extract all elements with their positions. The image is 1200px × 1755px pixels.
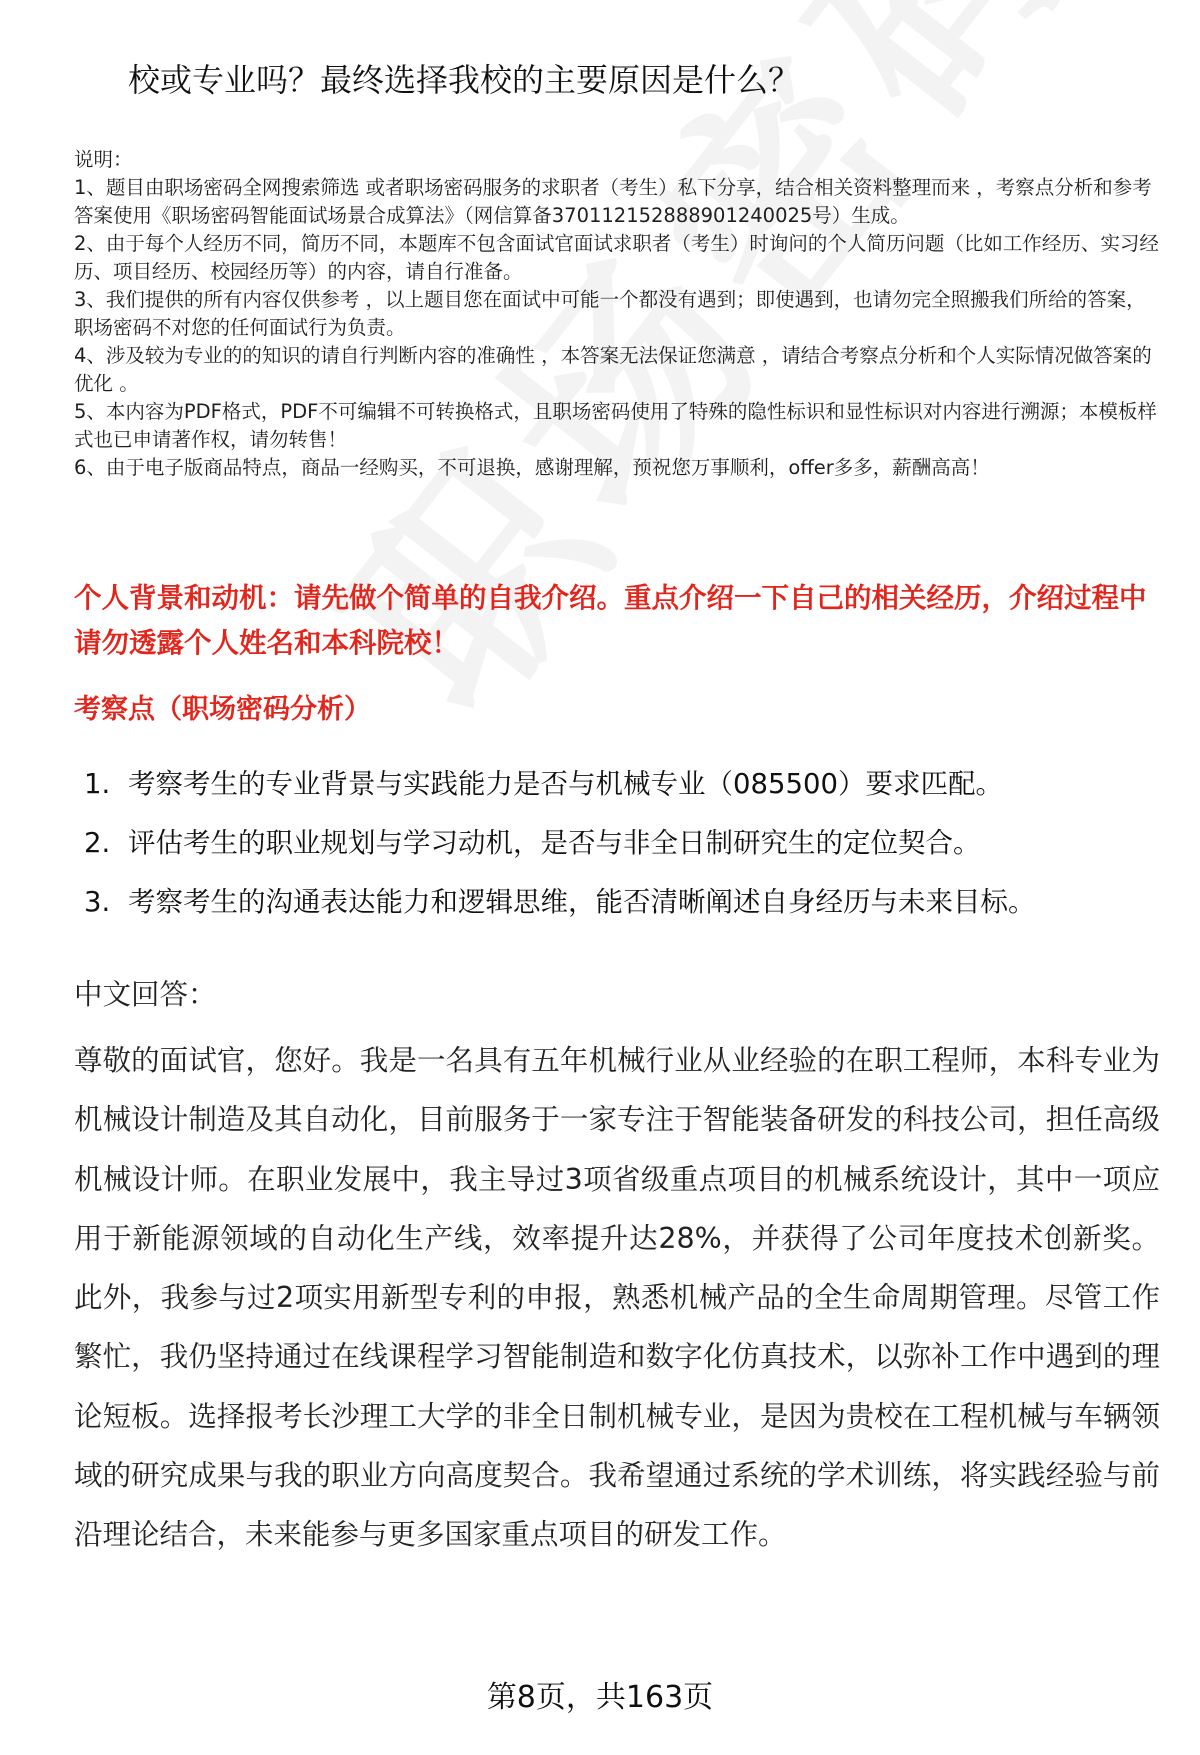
analysis-point [84,882,1174,922]
interview-question: 个人背景和动机：请先做个简单的自我介绍。重点介绍一下自己的相关经历，介绍过程中请勿透露个人姓名和本科院校！ [74,582,1147,659]
point-text: 评估考生的职业规划与学习动机，是否与非全日制研究生的定位契合。 [128,827,981,859]
note-item: 2、由于每个人经历不同，简历不同，本题库不包含面试官面试求职者（考生）时询问的个人简历问题（比如工作经历、实习经历、项目经历、校园经历等）的内容，请自行准备。 [74,232,1159,283]
analysis-points [84,764,1174,941]
note-item: 4、涉及较为专业的的知识的请自行判断内容的准确性 ，本答案无法保证您满意 ，请结合考察点分析和个人实际情况做答案的优化 。 [74,344,1152,395]
note-item: 6、由于电子版商品特点，商品一经购买，不可退换，感谢理解，预祝您万事顺利，offer多多，薪酬高高！ [74,456,990,479]
point-text: 考察考生的专业背景与实践能力是否与机械专业（085500）要求匹配。 [128,768,1003,800]
analysis-point [84,764,1174,804]
analysis-point [84,823,1174,863]
point-number: 3. [84,886,111,918]
previous-question-tail: 校或专业吗？最终选择我校的主要原因是什么？ [128,61,801,99]
notes-label: 说明： [74,148,133,171]
point-text: 考察考生的沟通表达能力和逻辑思维，能否清晰阐述自身经历与未来目标。 [128,886,1036,918]
point-number: 1. [84,768,111,800]
answer-label: 中文回答： [74,978,217,1011]
note-item: 5、本内容为PDF格式，PDF不可编辑不可转换格式，且职场密码使用了特殊的隐性标识和显性标识对内容进行溯源；本模板样式也已申请著作权，请勿转售！ [74,400,1157,451]
point-number: 2. [84,827,111,859]
note-item: 3、我们提供的所有内容仅供参考 ，以上题目您在面试中可能一个都没有遇到；即使遇到，也请勿完全照搬我们所给的答案，职场密码不对您的任何面试行为负责。 [74,288,1146,339]
answer-body: 尊敬的面试官，您好。我是一名具有五年机械行业从业经验的在职工程师，本科专业为机械设计制造及其自动化，目前服务于一家专注于智能装备研发的科技公司，担任高级机械设计师。在职业发展中，我主导过3项省级重点项目的机械系统设计，其中一项应用于新能源领域的自动化生产线，效率提升达28%，并获得了公司年度技术创新奖。此外，我参与过2项实用新型专利的申报，熟悉机械产品的全生命周期管理。尽管工作繁忙，我仍坚持通过在线课程学习智能制造和数字化仿真技术，以弥补工作中遇到的理论短板。选择报考长沙理工大学的非全日制机械专业，是因为贵校在工程机械与车辆领域的研究成果与我的职业方向高度契合。我希望通过系统的学术训练，将实践经验与前沿理论结合，未来能参与更多国家重点项目的研发工作。 [74,1044,1160,1552]
notes-section [74,146,1164,482]
note-item: 1、题目由职场密码全网搜索筛选 或者职场密码服务的求职者（考生）私下分享，结合相关资料整理而来 ，考察点分析和参考答案使用《职场密码智能面试场景合成算法》（网信算备370112152888901240025号）生成。 [74,176,1152,227]
page-number: 第8页，共163页 [486,1680,714,1715]
analysis-title: 考察点（职场密码分析） [74,694,371,725]
